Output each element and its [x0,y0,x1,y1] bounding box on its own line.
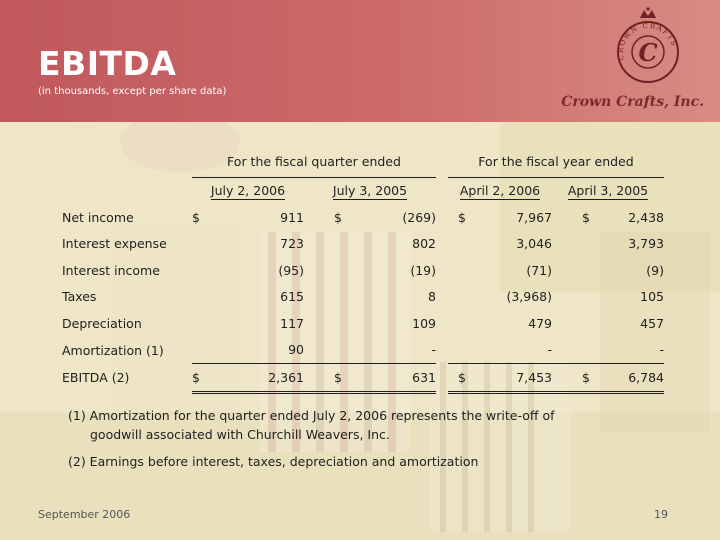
table-cell: (9) [646,262,664,278]
table-cell: (269) [402,209,436,225]
table-cell: - [602,337,664,364]
column-header: July 3, 2005 [332,183,408,199]
column-header: April 3, 2005 [567,183,649,199]
table-row-total [62,364,664,393]
group-header-quarter: For the fiscal quarter ended [192,148,436,177]
table-cell: 117 [280,315,304,331]
table-cell: (3,968) [506,289,552,305]
table-row [62,310,664,337]
currency-symbol: $ [582,209,590,225]
footnote-2: (2) Earnings before interest, taxes, depreciation and amortization [68,454,479,469]
table-cell: 479 [528,315,552,331]
table-row [62,231,664,258]
table-cell: 109 [412,315,436,331]
table-cell: (19) [410,262,436,278]
currency-symbol: $ [192,209,200,225]
column-header: April 2, 2006 [459,183,541,199]
ebitda-table [62,148,664,394]
page-subtitle: (in thousands, except per share data) [38,86,227,97]
row-label: Interest income [62,262,160,278]
group-header-year: For the fiscal year ended [448,148,664,177]
page-number: 19 [654,508,668,521]
currency-symbol: $ [458,209,466,225]
table-row [62,284,664,311]
table-cell: 2,438 [628,209,664,225]
table-row [62,204,664,231]
footnotes [68,406,555,471]
page-title: EBITDA [38,44,177,83]
row-label: Interest expense [62,236,167,252]
footnote-1-line-1: (1) Amortization for the quarter ended July 2, 2006 represents the write-off of [68,408,555,423]
table-cell: (95) [278,262,304,278]
footnote-1-line-2: goodwill associated with Churchill Weavers, Inc. [90,427,390,442]
table-cell: 615 [280,289,304,305]
group-header-row [62,148,664,177]
row-label: Amortization (1) [62,342,164,358]
company-name: Crown Crafts, Inc. [561,94,704,110]
table-cell: 3,793 [628,236,664,252]
table-cell: 6,784 [602,364,664,393]
table-cell: 7,453 [479,364,552,393]
row-label: Net income [62,209,134,225]
header-band [0,0,720,122]
table-cell: 7,967 [516,209,552,225]
currency-symbol: $ [334,209,342,225]
currency-symbol: $ [304,364,354,393]
table-row [62,337,664,364]
row-label: Taxes [62,289,97,305]
table-cell: 802 [412,236,436,252]
column-header-row [62,177,664,204]
footer-date: September 2006 [38,508,131,521]
table-cell: 105 [640,289,664,305]
column-header: July 2, 2006 [210,183,286,199]
table-cell: 723 [280,236,304,252]
table-cell: - [479,337,552,364]
table-cell: 3,046 [516,236,552,252]
table-cell: 631 [354,364,436,393]
crown-crafts-logo [606,6,690,90]
currency-symbol: $ [552,364,602,393]
table-cell: 457 [640,315,664,331]
table-row [62,257,664,284]
row-label: EBITDA (2) [62,370,130,386]
logo-letter: C [638,38,658,67]
currency-symbol: $ [192,364,212,393]
currency-symbol: $ [448,364,479,393]
table-cell: 2,361 [212,364,304,393]
logo-ring-text: CROWN CRAFTS [616,21,679,61]
table-cell: 8 [428,289,436,305]
table-cell: (71) [526,262,552,278]
table-cell: 911 [280,209,304,225]
row-label: Depreciation [62,315,142,331]
table-cell: - [354,337,436,364]
table-cell: 90 [212,337,304,364]
